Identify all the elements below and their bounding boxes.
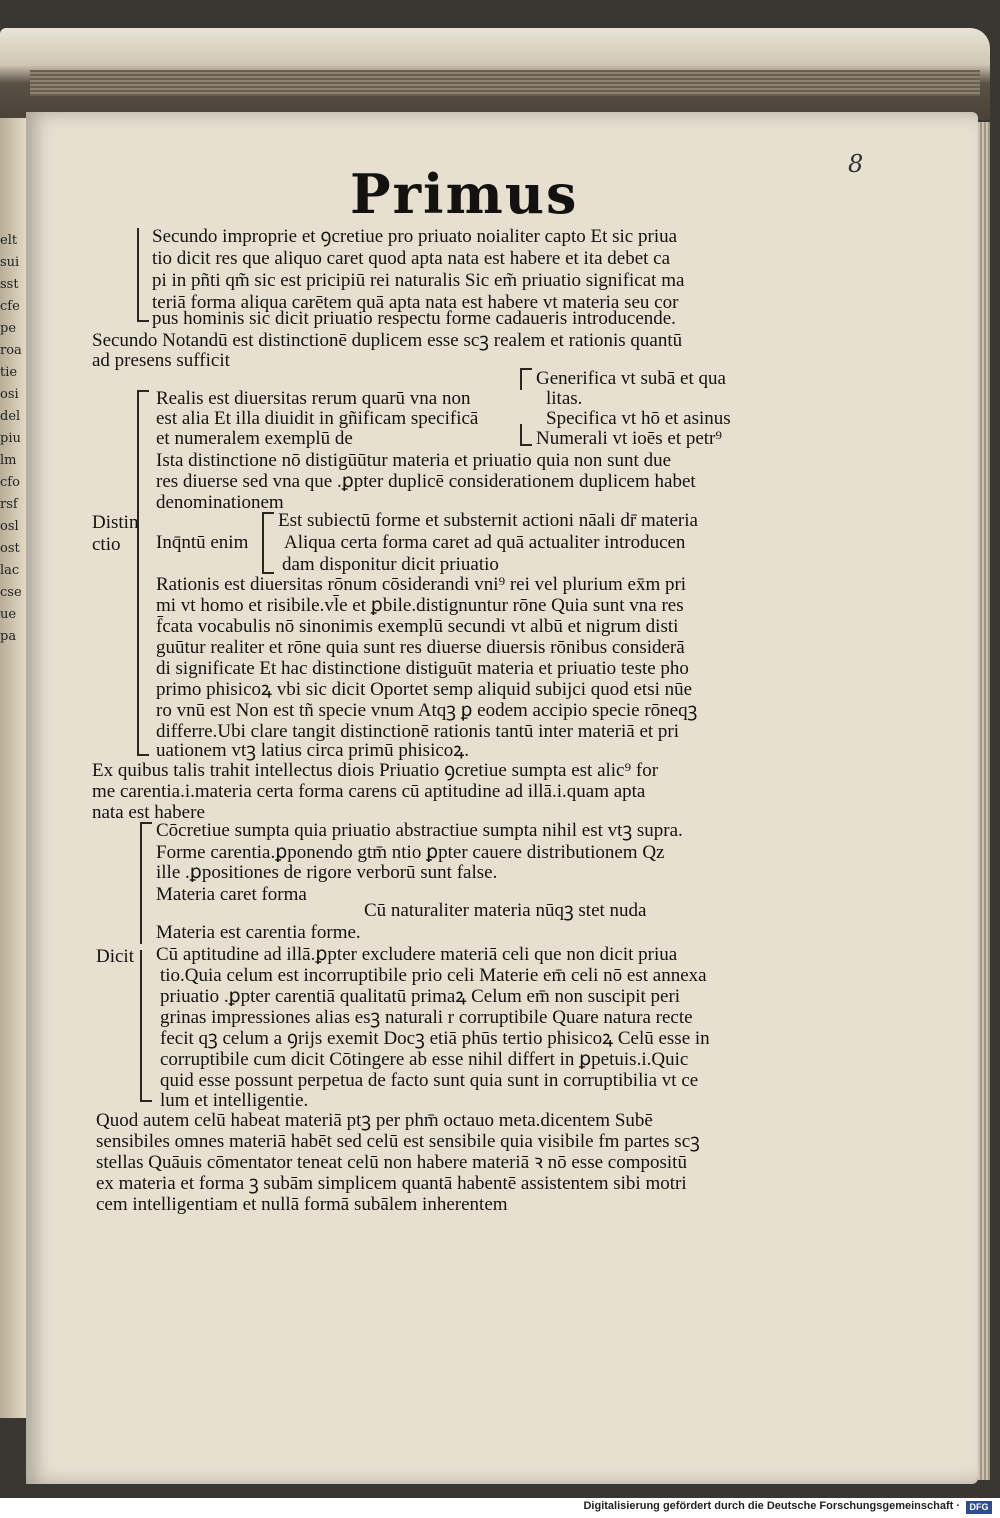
text-line: Materia caret forma (156, 884, 307, 905)
dfg-logo: DFG (966, 1501, 992, 1514)
text-line: sensibiles omnes materiā habēt sed celū est sensibile quia visibile fm partes scꝫ (96, 1131, 700, 1152)
text-line: est alia Et illa diuidit in gñificam specificā (156, 408, 479, 429)
text-line: Cōcretiue sumpta quia priuatio abstractiue sumpta nihil est vtꝫ supra. (156, 820, 683, 841)
text-line: corruptibile cum dicit Cōtingere ab esse nihil differt in ꝑpetuis.i.Quic (160, 1049, 689, 1070)
text-line: lum et intelligentie. (160, 1090, 309, 1111)
text-line: ille .ꝑpositiones de rigore verborū sunt false. (156, 862, 498, 883)
text-line: denominationem (156, 492, 284, 513)
text-line: Ex quibus talis trahit intellectus diois Priuatio ꝯcretiue sumpta est alic⁹ for (92, 760, 659, 781)
text-line: et numeralem exemplū de (156, 428, 353, 449)
text-line: uationem vtꝫ latius circa primū phisicoꝝ. (156, 740, 470, 761)
text-line: Secundo Notandū est distinctionē duplicem esse scꝫ realem et rationis quantū (92, 330, 683, 351)
text-line: ro vnū est Non est tñ specie vnum Atqꝫ ꝑ eodem accipio specie rōneqꝫ (156, 700, 698, 721)
margin-label: Distin (92, 512, 139, 533)
bracket (262, 560, 274, 574)
text-line: litas. (546, 388, 583, 409)
text-line: Specifica vt hō et asinus (546, 408, 731, 429)
text-line: pus hominis sic dicit priuatio respectu forme cadaueris introducende. (152, 308, 676, 329)
text-line: ad presens sufficit (92, 350, 230, 371)
text-line: cem intelligentiam et nullā formā subālem inherentem (96, 1194, 508, 1215)
text-line: stellas Quāuis cōmentator teneat celū non habere materiā ꝛ nō esse compositū (96, 1152, 687, 1173)
text-line: Forme carentia.ꝑponendo gtm̄ ntio ꝑpter cauere distributionem Qz (156, 842, 665, 863)
folio-number: 8 (848, 150, 864, 178)
text-line: differre.Ubi clare tangit distinctionē rationis tantū inter materiā et pri (156, 721, 680, 742)
text-line: guūtur realiter et rōne quia sunt res diuerse diuersis rōnibus considerā (156, 637, 685, 658)
text-line: Rationis est diuersitas rōnum cōsiderandi vni⁹ rei vel plurium ex̄m pri (156, 574, 687, 595)
text-line: Aliqua certa forma caret ad quā actualiter introducen (284, 532, 686, 553)
text-line: mi vt homo et risibile.vl̄e et ꝑbile.distignuntur rōne Quia sunt vna res (156, 595, 684, 616)
bracket (137, 390, 149, 756)
text-line: Realis est diuersitas rerum quarū vna non (156, 388, 471, 409)
text-line: pi in pñti qm̃ sic est pricipiū rei naturalis Sic em̃ priuatio significat ma (152, 270, 685, 291)
bracket (137, 312, 149, 322)
text-line: f̄cata vocabulis nō sinonimis exemplū secundi vt albū et nigrum disti (156, 616, 679, 637)
text-line: res diuerse sed vna que .ꝑpter duplicē considerationem duplicem habet (156, 471, 696, 492)
bracket (520, 368, 532, 390)
text-line: priuatio .ꝑpter carentiā qualitatū primaꝝ Celum em̄ non suscipit peri (160, 986, 681, 1007)
text-line: Materia est carentia forme. (156, 922, 361, 943)
bracket (520, 424, 532, 446)
text-line: primo phisicoꝝ vbi sic dicit Oportet semp aliquid subijci quod etsi nūe (156, 679, 693, 700)
text-line: Inq̄ntū enim (156, 532, 249, 553)
text-line: me carentia.i.materia certa forma carens cū aptitudine ad illā.i.quam apta (92, 781, 646, 802)
text-line: Est subiectū forme et substernit actioni nāali dr̄ materia (278, 510, 698, 531)
text-line: Generifica vt subā et qua (536, 368, 726, 389)
text-line: quid esse possunt perpetua de facto sunt quia sunt in corruptibilia vt ce (160, 1070, 699, 1091)
text-line: Cū naturaliter materia nūqꝫ stet nuda (364, 900, 647, 921)
right-page-stack (978, 122, 990, 1480)
text-line: Secundo improprie et ꝯcretiue pro priuato noialiter capto Et sic priua (152, 226, 678, 247)
text-line: Ista distinctione nō distigūūtur materia et priuatio quia non sunt due (156, 450, 672, 471)
text-line: tio dicit res que aliquo caret quod apta nata est habere et ita debet ca (152, 248, 671, 269)
bracket (140, 950, 142, 1100)
text-line: Quod autem celū habeat materiā ptꝫ per phm̄ octauo meta.dicentem Subē (96, 1110, 653, 1131)
left-page-fragment-text: eltsuisstcfeperoatieosidelpiulmcforsfoslostlaccseuepa (0, 233, 22, 644)
margin-label: Dicit (96, 946, 134, 967)
bracket (140, 1090, 152, 1102)
bracket (140, 822, 152, 944)
margin-label: ctio (92, 534, 121, 555)
text-line: teriā forma aliqua carētem quā apta nata est habere vt materia seu cor (152, 292, 679, 313)
text-line: di significate Et hac distinctione distiguūt materia et priuatio teste pho (156, 658, 689, 679)
text-line: Cū aptitudine ad illā.ꝑpter excludere materiā celi que non dicit priua (156, 944, 678, 965)
text-line: ex materia et forma ꝫ subām simplicem quantā habentē assistentem sibi motri (96, 1173, 687, 1194)
text-line: Numerali vt ioēs et petr⁹ (536, 428, 723, 449)
bracket (137, 228, 139, 320)
page-title: Primus (350, 162, 579, 226)
footer-credit: Digitalisierung gefördert durch die Deutsche Forschungsgemeinschaft · (583, 1500, 960, 1512)
text-line: dam disponitur dicit priuatio (282, 554, 499, 575)
text-line: grinas impressiones alias esꝫ naturali r corruptibile Quare natura recte (160, 1007, 693, 1028)
text-line: tio.Quia celum est incorruptibile prio celi Materie em̄ celi nō est annexa (160, 965, 707, 986)
text-line: nata est habere (92, 802, 205, 823)
bracket (137, 744, 149, 756)
text-line: fecit qꝫ celum a ꝯrijs exemit Docꝫ etiā phūs tertio phisicoꝝ Celū esse in (160, 1028, 710, 1049)
page-stack-edge (30, 70, 980, 96)
